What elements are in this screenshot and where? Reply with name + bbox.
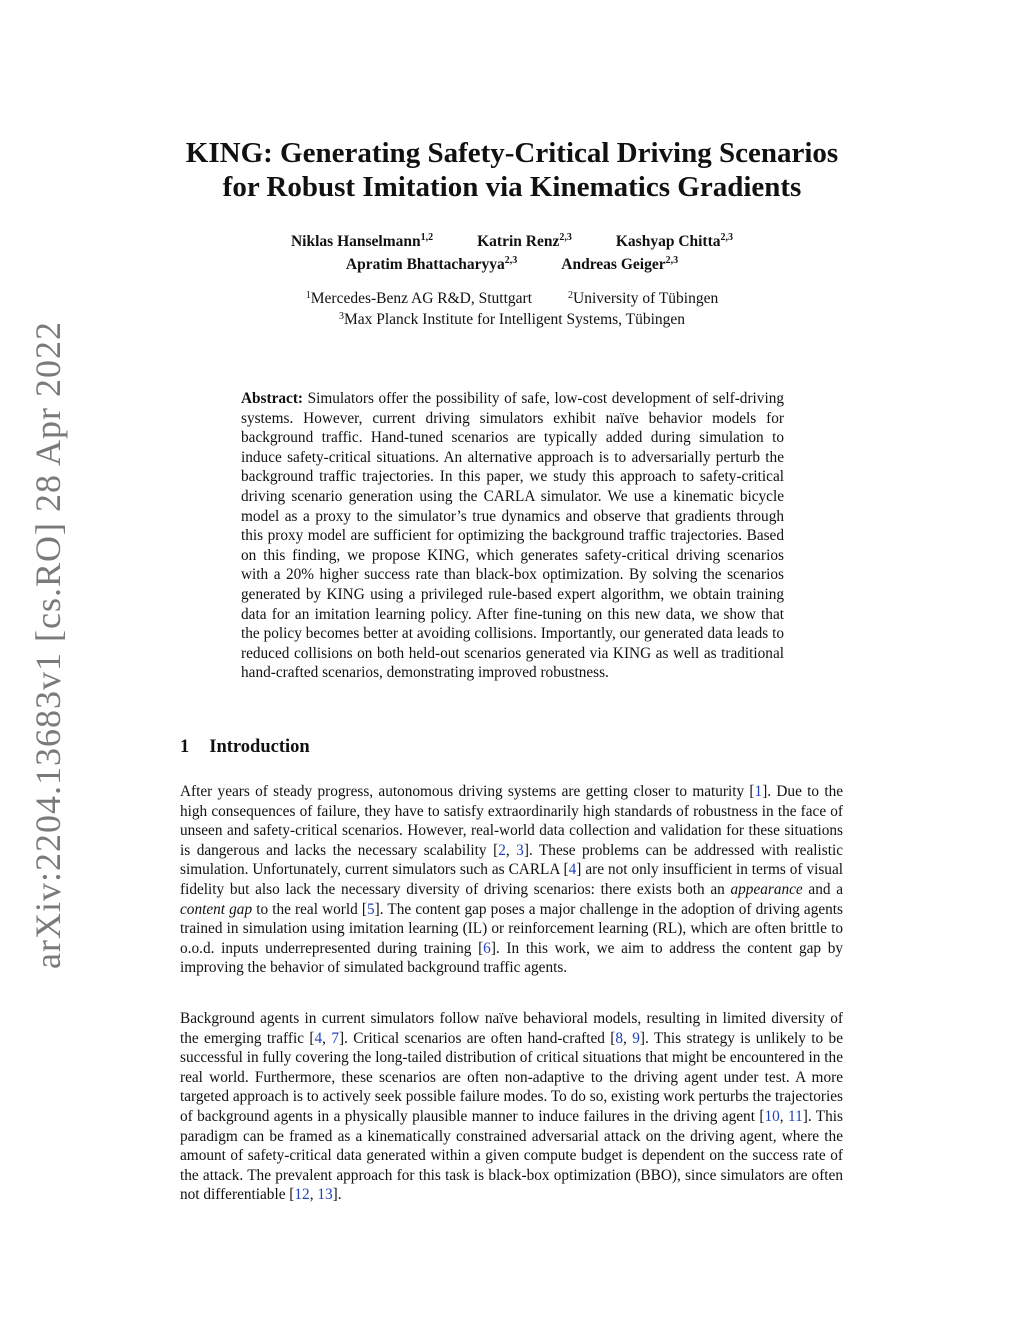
section-number: 1 <box>180 737 190 757</box>
citation-link[interactable]: 7 <box>331 1029 339 1047</box>
paper-title <box>0 136 1024 204</box>
author: Niklas Hanselmann$^{1,2}$ <box>290 232 434 250</box>
emphasis: appearance <box>730 880 803 898</box>
affiliation: $^2$University of Tübingen <box>568 290 719 307</box>
citation-link[interactable]: 4 <box>314 1029 323 1047</box>
abstract-label: Abstract: <box>241 390 304 407</box>
affiliation-list <box>0 288 1024 330</box>
citation-link[interactable]: 9 <box>632 1029 640 1047</box>
citation-link[interactable]: 10 <box>764 1107 780 1125</box>
section-title: Introduction <box>209 737 310 757</box>
affiliation: $^1$Mercedes-Benz AG R&D, Stuttgart <box>305 290 533 307</box>
arxiv-identifier: arXiv:2204.13683v1 [cs.RO] 28 Apr 2022 <box>28 321 69 969</box>
intro-paragraph-1: After years of steady progress, autonomous driving systems are getting closer to maturity [1]. Due to the high consequences of failure, they have to satisfy extraordinarily high standards of robustness in the face of unseen and safety-critical scenarios. However, real-world data collection and validation for these situations is dangerous and lacks the necessary scalability [2, 3]. These problems can be addressed with realistic simulation. Unfortunately, current simulators such as CARLA [4] are not only insufficient in terms of visual fidelity but also lack the necessary diversity of driving scenarios: there exists both an appearance and a content gap to the real world [5]. The content gap poses a major challenge in the adoption of driving agents trained in simulation using imitation learning (IL) or reinforcement learning (RL), which are often brittle to o.o.d. inputs underrepresented during training [6]. In this work, we aim to address the content gap by improving the behavior of simulated background traffic agents. <box>180 783 844 977</box>
citation-link[interactable]: 4 <box>568 861 577 879</box>
citation-link[interactable]: 3 <box>516 841 524 859</box>
citation-link[interactable]: 6 <box>483 939 491 957</box>
citation-link[interactable]: 11 <box>788 1107 803 1125</box>
citation-link[interactable]: 12 <box>294 1186 310 1204</box>
intro-paragraph-2: Background agents in current simulators follow naïve behavioral models, resulting in limited diversity of the emerging traffic [4, 7]. Critical scenarios are often hand-crafted [8, 9]. This strategy is unlikely to be successful in fully covering the long-tailed distribution of critical situations that might be encountered in the real world. Furthermore, these scenarios are often non-adaptive to the driving agent under test. A more targeted approach is to actively seek possible failure modes. To do so, existing work perturbs the trajectories of background agents in a physically plausible manner to induce failures in the driving agent [10, 11]. This paradigm can be framed as a kinematically constrained adversarial attack on the driving agent, where the amount of safety-critical data generated within a given compute budget is dependent on the success rate of the attack. The prevalent approach for this task is black-box optimization (BBO), since simulators are often not differentiable [12, 13]. <box>180 1010 844 1204</box>
citation-link[interactable]: 2 <box>498 841 506 859</box>
author: Kashyap Chitta$^{2,3}$ <box>615 232 734 250</box>
author-list <box>0 230 1024 276</box>
abstract-text: Simulators offer the possibility of safe, low-cost development of self-driving systems. However, current driving simulators exhibit naïve behavior models for background traffic. Hand-tuned scenarios are typically added during simulation to induce safety-critical situations. An alternative approach is to adversarially perturb the background traffic trajectories. In this paper, we study this approach to safety-critical driving scenario generation using the CARLA simulator. We use a kinematic bicycle model as a proxy to the simulator’s true dynamics and observe that gradients through this proxy model are sufficient for optimizing the background traffic trajectories. Based on this finding, we propose KING, which generates safety-critical driving scenarios with a 20% higher success rate than black-box optimization. By solving the scenarios generated by KING using a privileged rule-based expert algorithm, we obtain training data for an imitation learning policy. After fine-tuning on this new data, we show that the policy becomes better at avoiding collisions. Importantly, our generated data leads to reduced collisions on both held-out scenarios generated via KING as well as traditional hand-crafted scenarios, demonstrating improved robustness. <box>241 390 784 682</box>
author: Apratim Bhattacharyya$^{2,3}$ <box>345 255 518 273</box>
citation-link[interactable]: 13 <box>317 1186 333 1204</box>
citation-link[interactable]: 5 <box>367 900 375 918</box>
abstract <box>241 389 784 683</box>
citation-link[interactable]: 8 <box>615 1029 624 1047</box>
section-heading <box>180 737 310 758</box>
title-line-1: KING: Generating Safety-Critical Driving Scenarios <box>185 137 839 169</box>
title-line-2: for Robust Imitation via Kinematics Gradients <box>222 171 802 203</box>
affiliation: $^3$Max Planck Institute for Intelligent Systems, Tübingen <box>338 311 686 328</box>
emphasis: content gap <box>180 900 253 918</box>
arxiv-stamp <box>22 321 74 969</box>
citation-link[interactable]: 1 <box>754 783 763 800</box>
author: Katrin Renz$^{2,3}$ <box>477 232 572 250</box>
author: Andreas Geiger$^{2,3}$ <box>561 255 679 273</box>
